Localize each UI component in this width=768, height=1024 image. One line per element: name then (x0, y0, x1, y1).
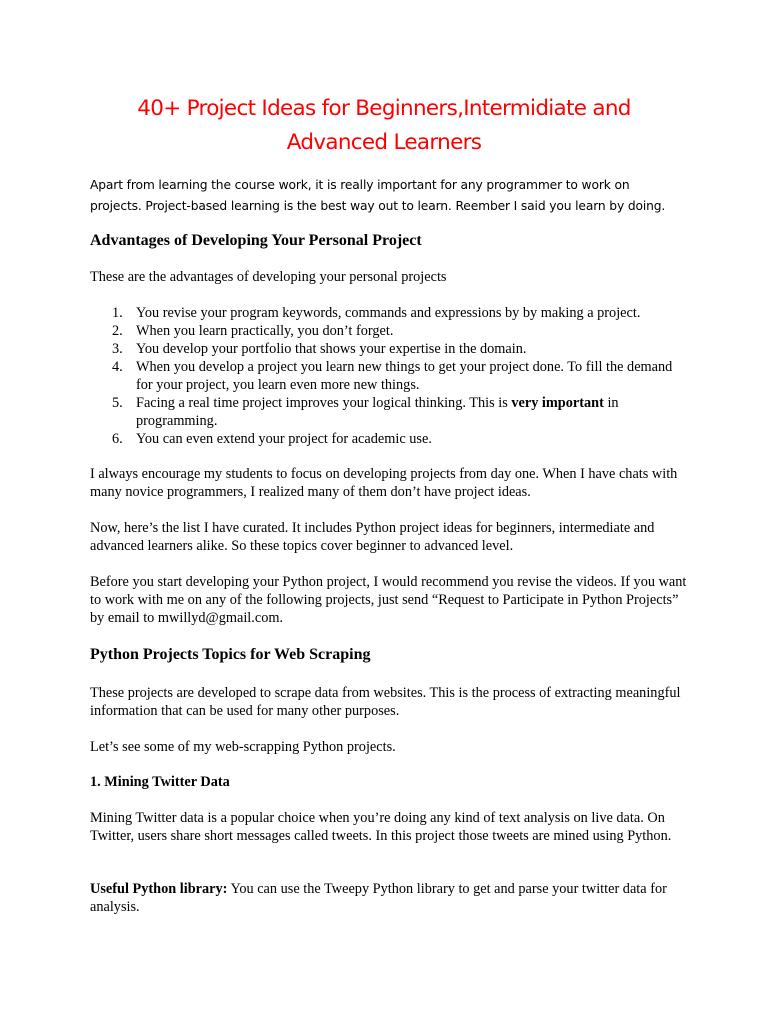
list-item: 4. When you develop a project you learn new things to get your project done. To fill the demand for your project, you learn even more new things. (112, 359, 673, 393)
library-label: Useful Python library: (90, 881, 228, 897)
project-1-description: Mining Twitter data is a popular choice when you’re doing any kind of text analysis on live data. On Twitter, users share short messages called tweets. In this project those tweets are mined using Python. (90, 810, 672, 844)
intro-paragraph (90, 175, 690, 216)
project-1-heading: 1. Mining Twitter Data (90, 774, 230, 790)
list-item: 6. You can even extend your project for academic use. (112, 431, 432, 447)
web-scraping-lead: Let’s see some of my web-scrapping Python projects. (90, 739, 396, 755)
intro-line-2: projects. Project-based learning is the best way out to learn. Reember I said you learn by doing. (90, 198, 666, 213)
web-scraping-description: These projects are developed to scrape data from websites. This is the process of extracting meaningful information that can be used for many other purposes. (90, 685, 681, 719)
before-start-paragraph: Before you start developing your Python project, I would recommend you revise the videos. If you want to work with me on any of the following projects, just send “Request to Participate in Python Projects” by email to mwillyd@gmail.com. (90, 574, 687, 626)
emphasis-text: very important (511, 395, 604, 411)
list-item: 2. When you learn practically, you don’t forget. (112, 323, 394, 339)
library-text: You can use the Tweepy Python library to get and parse your twitter data for analysis. (90, 881, 667, 915)
advantages-heading: Advantages of Developing Your Personal Project (90, 232, 422, 249)
list-item: 1. You revise your program keywords, commands and expressions by by making a project. (112, 305, 641, 321)
advantages-lead: These are the advantages of developing your personal projects (90, 269, 447, 285)
web-scraping-heading: Python Projects Topics for Web Scraping (90, 646, 371, 663)
curated-paragraph: Now, here’s the list I have curated. It includes Python project ideas for beginners, intermediate and advanced learners alike. So these topics cover beginner to advanced level. (90, 520, 655, 554)
title-line-1: 40+ Project Ideas for Beginners,Intermidiate and (137, 96, 631, 121)
project-1-library (90, 880, 690, 916)
list-item: 5. Facing a real time project improves your logical thinking. This is very important in programming. (112, 395, 619, 429)
encourage-paragraph: I always encourage my students to focus on developing projects from day one. When I have chats with many novice programmers, I realized many of them don’t have project ideas. (90, 466, 678, 500)
title-line-2: Advanced Learners (286, 130, 482, 155)
list-item: 3. You develop your portfolio that shows your expertise in the domain. (112, 341, 527, 357)
advantages-list (90, 304, 690, 448)
document-title (90, 92, 678, 160)
intro-line-1: Apart from learning the course work, it is really important for any programmer to work on (90, 178, 630, 192)
